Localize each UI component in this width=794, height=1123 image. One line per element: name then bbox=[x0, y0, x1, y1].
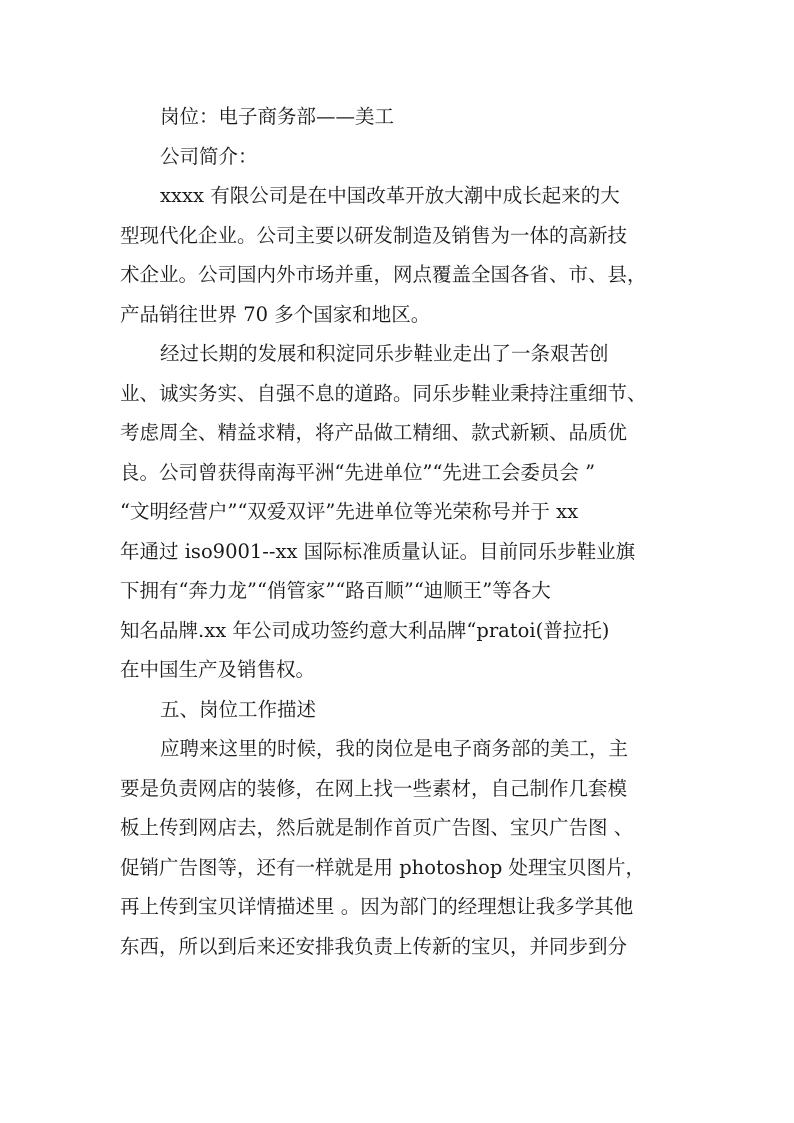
paragraph-line: 再上传到宝贝详情描述里 。因为部门的经理想让我多学其他 bbox=[120, 895, 634, 918]
document-body bbox=[120, 97, 676, 966]
paragraph-line: 良。公司曾获得南海平洲“先进单位”“先进工会委员会 ” bbox=[120, 460, 596, 484]
paragraph-line: 型现代化企业。公司主要以研发制造及销售为一体的高新技 bbox=[120, 223, 628, 247]
paragraph-line: 应聘来这里的时候，我的岗位是电子商务部的美工，主 bbox=[160, 737, 629, 760]
job-paragraph bbox=[120, 729, 676, 966]
paragraph-line: 下拥有“奔力龙”“俏管家”“路百顺”“迪顺王”等各大 bbox=[120, 579, 551, 602]
paragraph-line: 业、诚实务实、自强不息的道路。同乐步鞋业秉持注重细节、 bbox=[120, 381, 647, 405]
paragraph-line: 考虑周全、精益求精，将产品做工精细、款式新颖、品质优 bbox=[120, 421, 628, 444]
paragraph-line: 促销广告图等，还有一样就是用 photoshop 处理宝贝图片， bbox=[120, 855, 646, 879]
paragraph-line: 东西，所以到后来还安排我负责上传新的宝贝，并同步到分 bbox=[120, 934, 628, 958]
paragraph-line: 术企业。公司国内外市场并重，网点覆盖全国各省、市、县， bbox=[120, 263, 647, 286]
intro-paragraph bbox=[120, 176, 676, 334]
company-intro-heading: 公司简介： bbox=[160, 144, 258, 168]
paragraph-line: 年通过 iso9001--xx 国际标准质量认证。目前同乐步鞋业旗 bbox=[120, 539, 636, 563]
section-heading: 五、岗位工作描述 bbox=[160, 697, 317, 721]
paragraph-line: 知名品牌.xx 年公司成功签约意大利品牌“pratoi(普拉托) bbox=[120, 618, 610, 642]
paragraph-line: 板上传到网店去，然后就是制作首页广告图、宝贝广告图 、 bbox=[120, 816, 634, 839]
paragraph-line: “文明经营户”“双爱双评”先进单位等光荣称号并于 xx bbox=[120, 500, 579, 523]
paragraph-line: 产品销往世界 70 多个国家和地区。 bbox=[120, 302, 431, 326]
paragraph-line: 在中国生产及销售权。 bbox=[120, 658, 316, 681]
paragraph-line: xxxx 有限公司是在中国改革开放大潮中成长起来的大 bbox=[160, 184, 620, 207]
history-paragraph bbox=[120, 334, 676, 690]
paragraph-line: 要是负责网店的装修，在网上找一些素材，自己制作几套模 bbox=[120, 776, 628, 800]
paragraph-line: 经过长期的发展和积淀同乐步鞋业走出了一条艰苦创 bbox=[160, 342, 609, 365]
position-title: 岗位：电子商务部——美工 bbox=[160, 105, 395, 128]
